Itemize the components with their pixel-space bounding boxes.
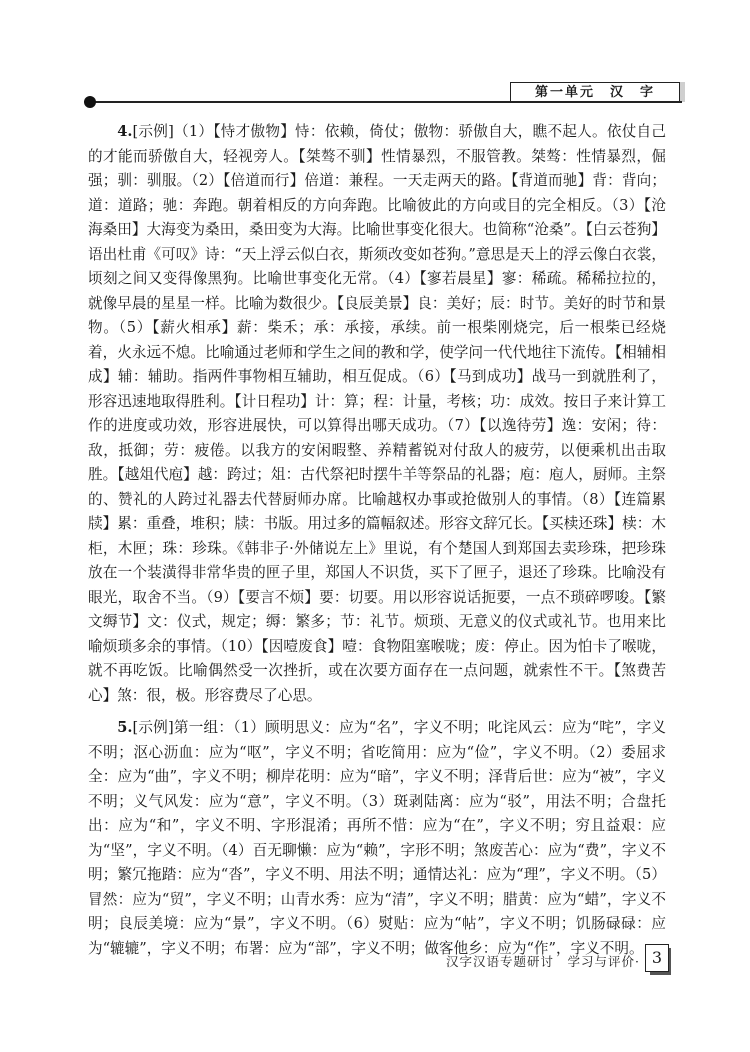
answer-item-4 xyxy=(88,120,666,708)
item-number: 5. xyxy=(117,719,133,736)
answer-item-5 xyxy=(88,716,666,961)
answer-content xyxy=(88,120,666,969)
page-number: 3 xyxy=(645,944,669,972)
footer-text: 汉字汉语专题研讨 学习与评价· xyxy=(446,954,640,969)
unit-label: 第一单元 汉 字 xyxy=(510,82,680,103)
item-text: [示例]第一组：（1）顾明思义：应为“名”，字义不明；叱诧风云：应为“咤”，字义不明；沤心沥血：应为“呕”，字义不明；省吃简用：应为“俭”，字义不明。（2）委屈求全：应为“曲”，字义不明；柳岸花明：应为“暗”，字义不明；泽背后世：应为“被”，字义不明；义气风发：应为“意”，字义不明。（3）斑剥陆离：应为“驳”，用法不明；合盘托出：应为“和”，字义不明、字形混淆；再所不惜：应为“在”，字义不明；穷且益艰：应为“坚”，字义不明。（4）百无聊懒：应为“赖”，字形不明；煞废苦心：应为“费”，字义不明；繁冗拖踏：应为“沓”，字义不明、用法不明；通情达礼：应为“理”，字义不明。（5）冒然：应为“贸”，字义不明；山青水秀：应为“清”，字义不明；腊黄：应为“蜡”，字义不明；良辰美境：应为“景”，字义不明。（6）熨贴：应为“帖”，字义不明；饥肠碌碌：应为“辘辘”，字义不明；布署：应为“部”，字义不明；做客他乡：应为“作”，字义不明。 xyxy=(88,719,666,957)
item-number: 4. xyxy=(117,123,133,140)
header-rule xyxy=(90,101,682,103)
header-dot xyxy=(84,96,96,108)
item-text: [示例]（1）【恃才傲物】恃：依赖，倚仗；傲物：骄傲自大，瞧不起人。依仗自己的才能而骄傲自大，轻视旁人。【桀骜不驯】性情暴烈，不服管教。桀骜：性情暴烈，倔强；驯：驯服。（2）【倍道而行】倍道：兼程。一天走两天的路。【背道而驰】背：背向；道：道路；驰：奔跑。朝着相反的方向奔跑。比喻彼此的方向或目的完全相反。（3）【沧海桑田】大海变为桑田，桑田变为大海。比喻世事变化很大。也简称“沧桑”。【白云苍狗】语出杜甫《可叹》诗：“天上浮云似白衣，斯须改变如苍狗。”意思是天上的浮云像白衣裳，顷刻之间又变得像黑狗。比喻世事变化无常。（4）【寥若晨星】寥：稀疏。稀稀拉拉的，就像早晨的星星一样。比喻为数很少。【良辰美景】良：美好；辰：时节。美好的时节和景物。（5）【薪火相承】薪：柴禾；承：承接，承续。前一根柴刚烧完，后一根柴已经烧着，火永远不熄。比喻通过老师和学生之间的教和学，使学问一代代地往下流传。【相辅相成】辅：辅助。指两件事物相互辅助，相互促成。（6）【马到成功】战马一到就胜利了，形容迅速地取得胜利。【计日程功】计：算；程：计量，考核；功：成效。按日子来计算工作的进度或功效，形容进展快，可以算得出哪天成功。（7）【以逸待劳】逸：安闲；待：敌，抵御；劳：疲倦。以我方的安闲暇整、养精蓄锐对付敌人的疲劳，以便乘机出击取胜。【越俎代庖】越：跨过；俎：古代祭祀时摆牛羊等祭品的礼器；庖：庖人，厨师。主祭的、赞礼的人跨过礼器去代替厨师办席。比喻越权办事或抢做别人的事情。（8）【连篇累牍】累：重叠，堆积；牍：书版。用过多的篇幅叙述。形容文辞冗长。【买椟还珠】椟：木柜，木匣；珠：珍珠。《韩非子·外储说左上》里说，有个楚国人到郑国去卖珍珠，把珍珠放在一个装潢得非常华贵的匣子里，郑国人不识货，买下了匣子，退还了珍珠。比喻没有眼光，取舍不当。（9）【要言不烦】要：切要。用以形容说话扼要，一点不琐碎啰唆。【繁文缛节】文：仪式，规定；缛：繁多；节：礼节。烦琐、无意义的仪式或礼节。也用来比喻烦琐多余的事情。（10）【因噎废食】噎：食物阻塞喉咙；废：停止。因为怕卡了喉咙，就不再吃饭。比喻偶然受一次挫折，或在次要方面存在一点问题，就索性不干。【煞费苦心】煞：很，极。形容费尽了心思。 xyxy=(88,123,666,704)
